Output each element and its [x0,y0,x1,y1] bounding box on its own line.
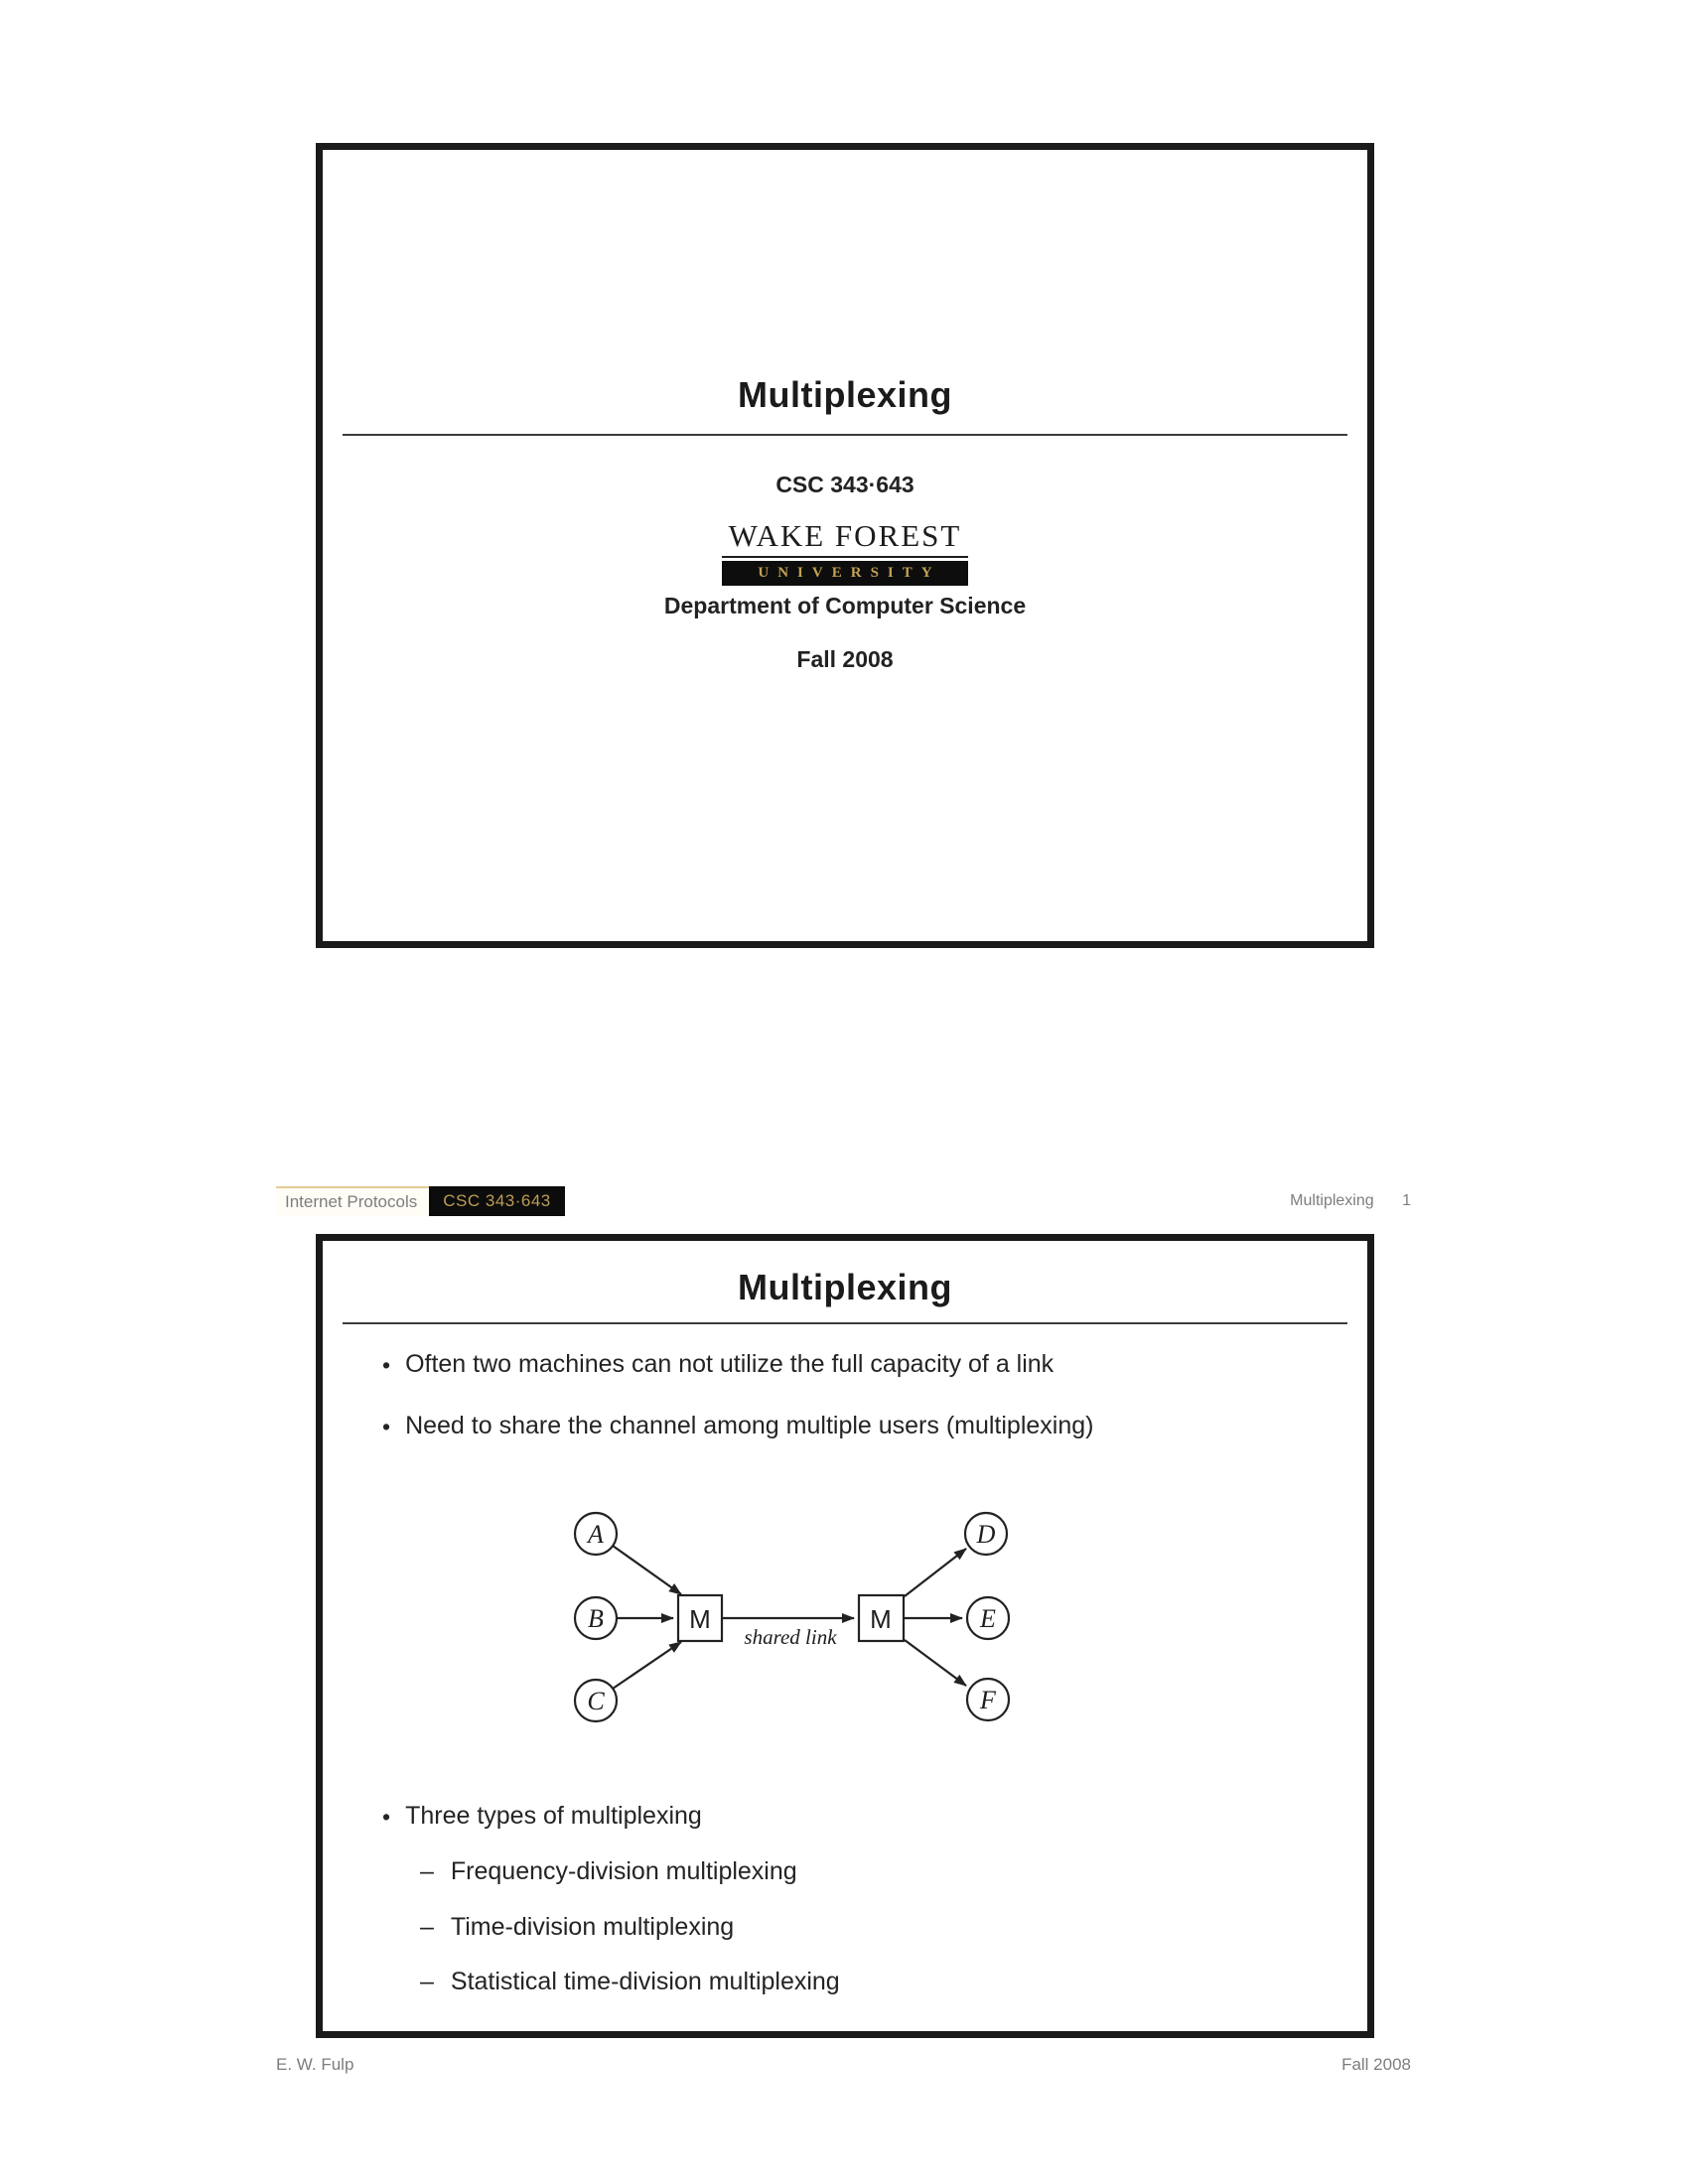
footer-term: Fall 2008 [1341,2055,1411,2074]
arrow-a-to-mux [613,1546,681,1594]
node-label-e: E [980,1604,996,1634]
running-header-right [1290,1192,1411,1210]
header-doc-title: Multiplexing [1290,1192,1374,1209]
header-page-number: 1 [1402,1192,1411,1209]
mux-label-left: M [689,1604,711,1635]
running-header-left [276,1186,565,1216]
sub-bullet-text: Time-division multiplexing [450,1913,735,1941]
content-slide [316,1234,1374,2038]
dash-marker: – [420,1968,434,1995]
slide1-department: Department of Computer Science [663,593,1027,618]
sub-bullet-text: Frequency-division multiplexing [450,1857,797,1885]
node-label-a: A [588,1520,604,1550]
bullet-item [382,1350,1054,1381]
slide1-course: CSC 343·643 [775,472,914,497]
arrow-mux-to-f [905,1640,966,1686]
slide1-term: Fall 2008 [796,646,894,672]
multiplexing-diagram [536,1479,1152,1787]
arrow-mux-to-d [905,1549,966,1596]
bullet-marker: • [382,1352,391,1378]
sub-bullet-text: Statistical time-division multiplexing [450,1968,840,1995]
node-label-f: F [980,1686,996,1715]
header-course-badge: CSC 343·643 [429,1186,565,1216]
university-logo [323,518,1367,586]
dash-marker: – [420,1857,434,1885]
logo-university-bar: UNIVERSITY [722,561,969,586]
sub-bullet-item [420,1857,797,1886]
arrow-c-to-mux [613,1642,681,1689]
footer-author: E. W. Fulp [276,2055,354,2074]
sub-bullet-item [420,1968,840,1996]
slide2-title: Multiplexing [738,1267,952,1307]
bullet-text: Often two machines can not utilize the full capacity of a link [405,1350,1055,1378]
slide1-title-rule [343,434,1347,436]
slide1-title: Multiplexing [738,374,952,415]
node-label-c: C [587,1687,605,1716]
bullet-item [382,1412,1093,1442]
wake-forest-logo [722,518,969,586]
sub-bullet-item [420,1913,734,1942]
logo-wordmark: WAKE FOREST [722,518,969,558]
bullet-marker: • [382,1804,391,1830]
bullet-item [382,1802,702,1833]
node-label-b: B [588,1604,604,1634]
bullet-text: Three types of multiplexing [405,1802,702,1830]
slide2-title-rule [343,1322,1347,1324]
bullet-marker: • [382,1414,391,1439]
header-section-label: Internet Protocols [276,1186,429,1216]
node-label-d: D [976,1520,996,1550]
title-slide [316,143,1374,948]
dash-marker: – [420,1913,434,1941]
bullet-text: Need to share the channel among multiple users (multiplexing) [405,1412,1094,1439]
mux-label-right: M [870,1604,892,1635]
shared-link-label: shared link [744,1625,837,1649]
